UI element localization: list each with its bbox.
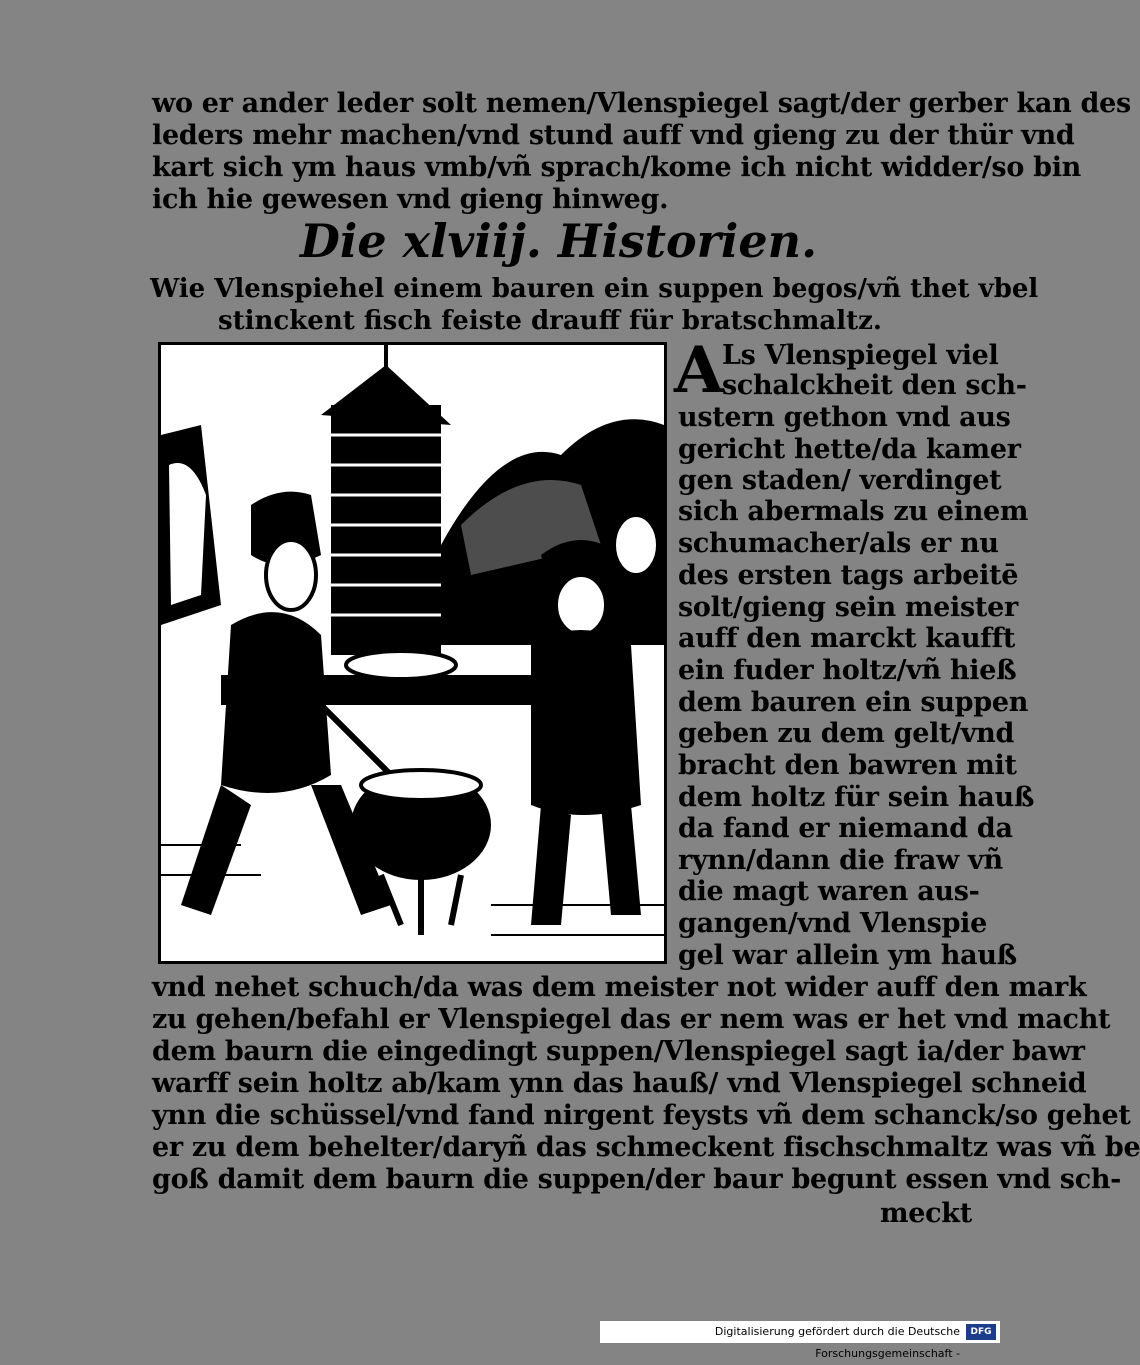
text-line: sich abermals zu einem — [678, 496, 1029, 527]
text-line: solt/gieng sein meister — [678, 592, 1018, 623]
text-line: Ls Vlenspiegel viel — [722, 340, 999, 371]
woodcut-illustration — [158, 342, 667, 964]
text-line: ustern gethon vnd aus — [678, 402, 1011, 433]
text-line: bracht den bawren mit — [678, 750, 1017, 781]
text-line: dem bauren ein suppen — [678, 687, 1029, 718]
text-line: ynn die schüssel/vnd fand nirgent feysts vñ dem schanck/so gehet — [152, 1100, 1131, 1131]
text-line: auff den marckt kaufft — [678, 623, 1016, 654]
footer-credit — [600, 1321, 1000, 1360]
text-line: schalckheit den sch- — [722, 370, 1027, 401]
text-line: vnd nehet schuch/da was dem meister not wider auff den mark — [152, 972, 1087, 1003]
text-line: goß damit dem baurn die suppen/der baur begunt essen vnd sch- — [152, 1164, 1122, 1195]
text-line: dem baurn die eingedingt suppen/Vlenspiegel sagt ia/der bawr — [152, 1036, 1085, 1067]
text-line: schumacher/als er nu — [678, 528, 999, 559]
text-line: die magt waren aus- — [678, 876, 980, 907]
chapter-heading: Die xlviij. Historien. — [300, 214, 818, 268]
text-line: ich hie gewesen vnd gieng hinweg. — [152, 184, 669, 215]
text-line: kart sich ym haus vmb/vñ sprach/kome ich nicht widder/so bin — [152, 152, 1082, 183]
text-line: des ersten tags arbeitē — [678, 560, 1019, 591]
footer-text: Digitalisierung gefördert durch die Deutsche Forschungsgemeinschaft - — [714, 1325, 960, 1360]
text-line: gen staden/ verdinget — [678, 465, 1002, 496]
text-line: geben zu dem gelt/vnd — [678, 718, 1015, 749]
text-line: da fand er niemand da — [678, 813, 1013, 844]
text-line: warff sein holtz ab/kam ynn das hauß/ vnd Vlenspiegel schneid — [152, 1068, 1087, 1099]
text-line: gel war allein ym hauß — [678, 940, 1017, 971]
text-line: wo er ander leder solt nemen/Vlenspiegel sagt/der gerber kan des — [152, 88, 1131, 119]
text-line: zu gehen/befahl er Vlenspiegel das er nem was er het vnd macht — [152, 1004, 1111, 1035]
chapter-subheading: Wie Vlenspiehel einem bauren ein suppen begos/vñ thet vbel — [150, 274, 1039, 304]
dfg-logo-icon: DFG — [966, 1324, 996, 1340]
text-line: er zu dem behelter/daryñ das schmeckent fischschmaltz was vñ be — [152, 1132, 1140, 1163]
text-line: gericht hette/da kamer — [678, 434, 1021, 465]
text-line: rynn/dann die fraw vñ — [678, 845, 1003, 876]
chapter-subheading: stinckent fisch feiste drauff für bratschmaltz. — [218, 306, 882, 336]
text-line: ein fuder holtz/vñ hieß — [678, 655, 1017, 686]
text-line: leders mehr machen/vnd stund auff vnd gieng zu der thür vnd — [152, 120, 1075, 151]
drop-cap: A — [674, 333, 724, 408]
text-line: gangen/vnd Vlenspie — [678, 908, 987, 939]
text-line: dem holtz für sein hauß — [678, 782, 1035, 813]
woodcut-drawing — [161, 345, 664, 961]
catchword: meckt — [880, 1198, 972, 1229]
